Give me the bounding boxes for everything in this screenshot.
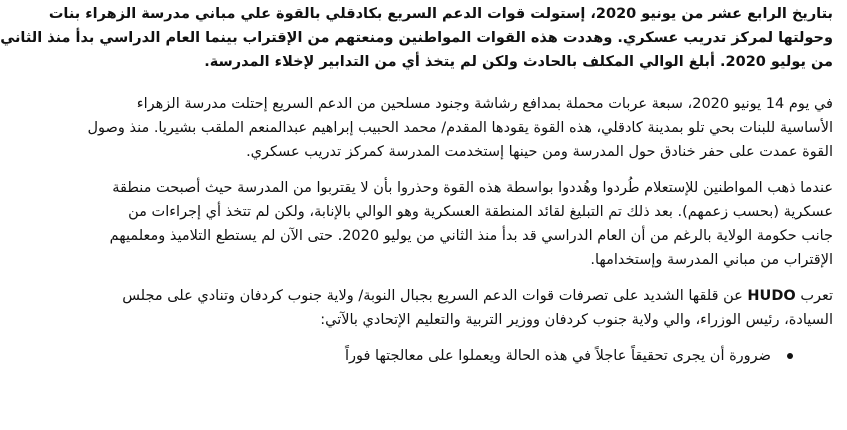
text-line: عسكرية (بحسب زعمهم). بعد ذلك تم التبليغ لقائد المنطقة العسكرية وهو الوالي بالإنابة، ولكن لم تتخذ أي إجراءات من xyxy=(128,204,833,220)
text-line: بتاريخ الرابع عشر من يونيو 2020، إستولت قوات الدعم السريع بكادقلي بالقوة علي مباني مدرسة الزهراء بنات xyxy=(48,6,833,22)
bullet-icon xyxy=(787,353,793,359)
text-line: الإقتراب من مباني المدرسة وإستخدامها. xyxy=(590,252,833,268)
list-item xyxy=(141,344,793,368)
text-line: القوة عمدت على حفر خنادق حول المدرسة ومن حينها إستخدمت المدرسة كمركز تدريب عسكري. xyxy=(246,144,833,160)
organization-name: HUDO xyxy=(747,288,796,304)
text-line: السيادة، رئيس الوزراء، والي ولاية جنوب كردفان ووزير التربية والتعليم الإتحادي بالآتي: xyxy=(320,312,833,328)
demands-list xyxy=(141,344,833,368)
paragraph-incident-summary xyxy=(0,2,833,74)
paragraph-incident-details xyxy=(87,92,833,164)
list-item-text: ضرورة أن يجرى تحقيقاً عاجلاً في هذه الحالة ويعملوا على معالجتها فوراً xyxy=(344,348,771,364)
paragraph-citizens-response xyxy=(109,176,833,272)
text-line: في يوم 14 يونيو 2020، سبعة عربات محملة بمدافع رشاشة وجنود مسلحين من الدعم السريع إحتلت مدرسة الزهراء xyxy=(136,96,833,112)
text-line: عندما ذهب المواطنين للإستعلام طُردوا وهُددوا بواسطة هذه القوة وحذروا بأن لا يقتربوا من المدرسة حيث أصبحت منطقة xyxy=(112,180,833,196)
text-line: من يوليو 2020. أبلغ الوالي المكلف بالحادث ولكن لم يتخذ أي من التدابير لإخلاء المدرسة. xyxy=(204,54,833,70)
text-line xyxy=(122,284,833,308)
text-line: وحولتها لمركز تدريب عسكري. وهددت هذه القوات المواطنين ومنعتهم من الإقتراب بينما العام الدراسي بدأ منذ الثاني xyxy=(0,30,833,46)
paragraph-hudo-statement xyxy=(122,284,833,332)
statement-verb: تعرب xyxy=(800,288,833,304)
statement-text: عن قلقها الشديد على تصرفات قوات الدعم السريع بجبال النوبة/ ولاية جنوب كردفان وتنادي على مجلس xyxy=(122,288,743,304)
text-line: الأساسية للبنات بحي تلو بمدينة كادقلي، هذه القوة يقودها المقدم/ محمد الحبيب إبراهيم عبدالمنعم الملقب بشيريا. منذ وصول xyxy=(87,120,833,136)
text-line: جانب حكومة الولاية بالرغم من أن العام الدراسي قد بدأ منذ الثاني من يوليو 2020. حتى الآن لم يستطع التلاميذ ومعلميهم xyxy=(109,228,833,244)
